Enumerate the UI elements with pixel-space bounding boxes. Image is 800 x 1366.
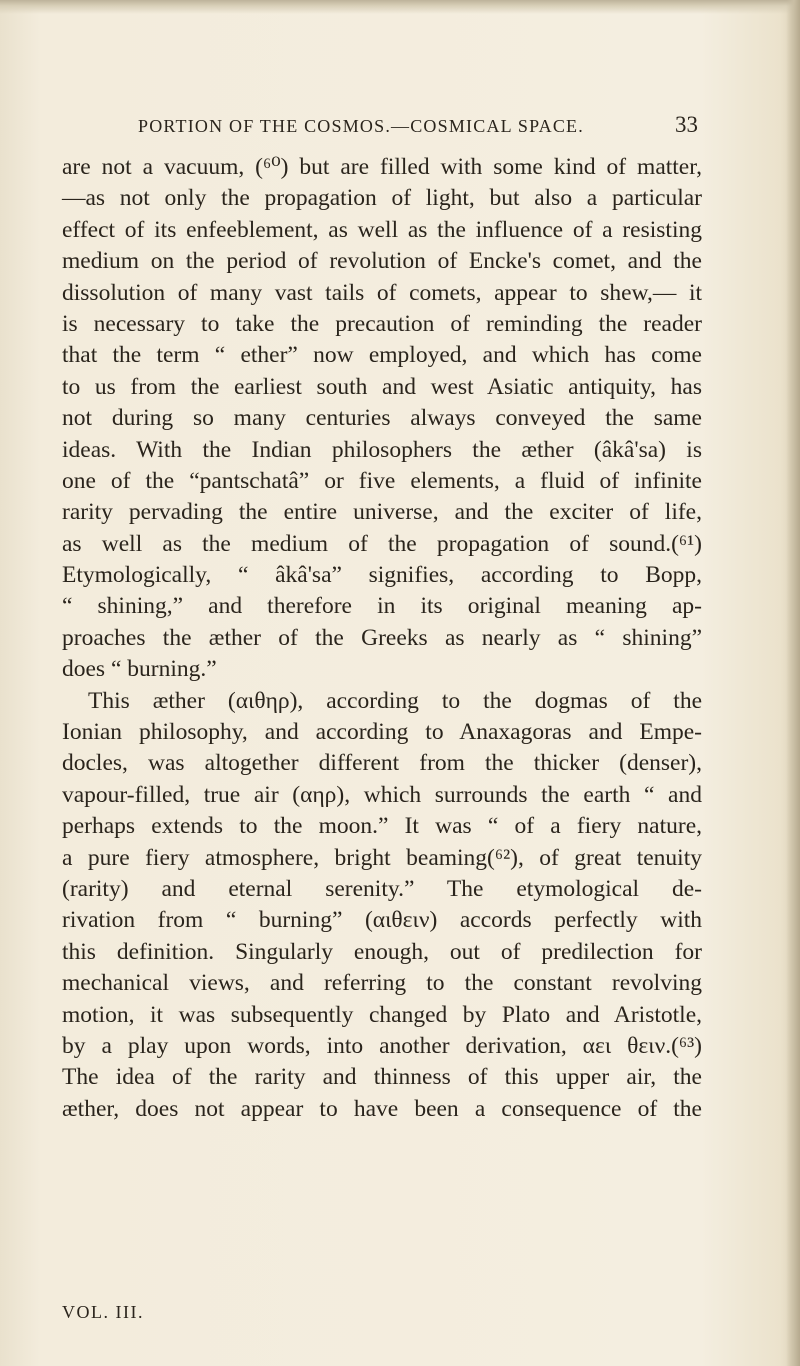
text-line: rarity pervading the entire universe, and the exciter of life, <box>62 499 702 526</box>
text-line: rivation from “ burning” (αιθειν) accords perfectly with <box>62 907 702 934</box>
text-line: ideas. With the Indian philosophers the æther (âkâ'sa) is <box>62 436 702 463</box>
text-line: —as not only the propagation of light, but also a particular <box>62 185 702 212</box>
text-line: Etymologically, “ âkâ'sa” signifies, according to Bopp, <box>62 562 702 589</box>
page-number: 33 <box>675 112 698 137</box>
text-line: to us from the earliest south and west Asiatic antiquity, has <box>62 373 702 400</box>
text-line: motion, it was subsequently changed by Plato and Aristotle, <box>62 1001 702 1028</box>
text-line: æther, does not appear to have been a consequence of the <box>62 1095 702 1122</box>
text-line: perhaps extends to the moon.” It was “ of a fiery nature, <box>62 813 702 840</box>
text-line: “ shining,” and therefore in its original meaning ap- <box>62 593 702 620</box>
page-header <box>138 112 698 142</box>
page-top-edge <box>0 0 800 14</box>
text-line: (rarity) and eternal serenity.” The etymological de- <box>62 875 702 902</box>
text-line: proaches the æther of the Greeks as nearly as “ shining” <box>62 624 702 651</box>
text-line: by a play upon words, into another derivation, αει θειν.(⁶³) <box>62 1032 702 1059</box>
volume-signature: VOL. III. <box>62 1302 144 1322</box>
text-line: as well as the medium of the propagation of sound.(⁶¹) <box>62 530 702 557</box>
text-line: docles, was altogether different from the thicker (denser), <box>62 750 702 777</box>
body-text <box>62 152 702 1125</box>
page-right-edge <box>786 0 800 1366</box>
text-line: vapour-filled, true air (αηρ), which surrounds the earth “ and <box>62 781 702 808</box>
text-line: one of the “pantschatâ” or five elements, a fluid of infinite <box>62 467 702 494</box>
text-line: is necessary to take the precaution of reminding the reader <box>62 310 702 337</box>
text-line: dissolution of many vast tails of comets, appear to shew,— it <box>62 279 702 306</box>
text-line: effect of its enfeeblement, as well as the influence of a resisting <box>62 216 702 243</box>
text-line: are not a vacuum, (⁶⁰) but are filled with some kind of matter, <box>62 154 702 180</box>
text-line: Ionian philosophy, and according to Anaxagoras and Empe- <box>62 719 702 746</box>
text-line: does “ burning.” <box>62 656 217 683</box>
text-line: this definition. Singularly enough, out of predilection for <box>62 938 702 965</box>
running-head: PORTION OF THE COSMOS.—COSMICAL SPACE. <box>138 116 584 136</box>
text-line: This æther (αιθηρ), according to the dogmas of the <box>88 687 702 714</box>
text-line: medium on the period of revolution of Encke's comet, and the <box>62 248 702 275</box>
text-line: mechanical views, and referring to the constant revolving <box>62 970 702 997</box>
text-line: that the term “ ether” now employed, and which has come <box>62 342 702 369</box>
text-line: a pure fiery atmosphere, bright beaming(⁶²), of great tenuity <box>62 844 702 871</box>
text-line: not during so many centuries always conveyed the same <box>62 405 702 432</box>
text-line: The idea of the rarity and thinness of this upper air, the <box>62 1064 702 1091</box>
